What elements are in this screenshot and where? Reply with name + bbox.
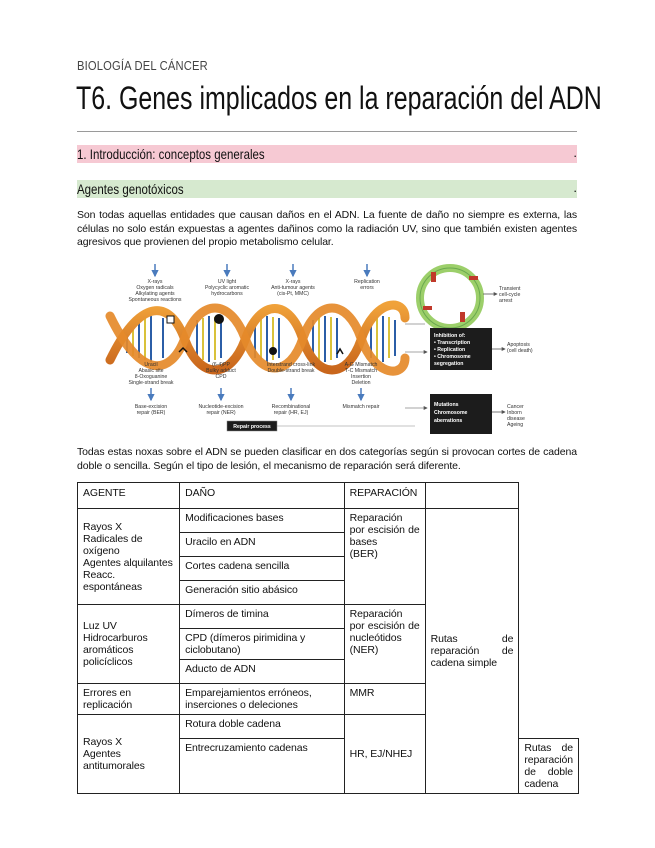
agent-item: Agentes antitumorales [83,748,145,772]
agent-cell-group3: Errores en replicación [78,684,180,715]
agent-labels [128,279,379,303]
svg-text:Apoptosis(cell death): Apoptosis (cell death) [507,342,533,354]
damage-cell: Emparejamientos erróneos, inserciones o deleciones [180,684,344,715]
repair-abbr: (NER) [349,644,379,656]
repair-label: Mismatch repair [342,404,380,410]
agent-item: Reacc. espontáneas [83,568,143,593]
svg-text:Transientcell-cyclearrest: Transient cell-cycle arrest [499,286,521,304]
page-title: T6. Genes implicados en la reparación del ADN [76,80,602,116]
repair-cell-ner [344,605,425,684]
section-heading-text: 1. Introducción: conceptos generales [77,146,265,162]
agent-cell-group2 [78,605,180,684]
repair-text: Reparación por escisión de nucleótidos [349,608,420,644]
repair-labels [135,404,380,416]
cell-cycle-icon [420,268,480,328]
repair-label: Recombinational repair (HR, EJ) [271,404,311,416]
agent-item: Luz UV [83,620,117,632]
repair-table [77,482,579,794]
route-simple-cell: Rutas de reparación de cadena simple [425,509,519,794]
agent-label: X-rays Oxygen radicals Alkylating agents Spontaneous reactions [128,279,182,303]
damage-cell: Generación sitio abásico [180,581,344,605]
subsection-heading-text: Agentes genotóxicos [77,181,184,197]
agent-arrows [155,264,367,276]
section-heading-dot: . [573,145,577,160]
svg-text:Inhibition of:• Transcription•: Inhibition of: • Transcription • Replication • Chromosome segregation [434,333,471,367]
agent-item: Hidrocarburos aromáticos policíclicos [83,632,148,668]
agent-cell-group4 [78,715,180,794]
subject-label: BIOLOGÍA DEL CÁNCER [77,58,208,73]
subsection-heading-dot: . [573,180,577,195]
agent-cell-group1 [78,509,180,605]
damage-cell: Cortes cadena sencilla [180,557,344,581]
title-divider [77,131,577,132]
damage-cell: Uracilo en ADN [180,533,344,557]
svg-text:MutationsChromosomeaberrations: Mutations Chromosome aberrations [434,402,468,424]
table-row [78,509,579,533]
lesion-label: A-G Mismatch T-C Mismatch Insertion Deletion [344,362,378,386]
header-reparacion: REPARACIÓN [344,483,425,509]
damage-cell: Entrecruzamiento cadenas [180,739,344,794]
damage-cell: Aducto de ADN [180,660,344,684]
repair-abbr: (BER) [349,548,378,560]
svg-text:CancerInborndiseaseAgeing: Cancer Inborn disease Ageing [507,404,525,428]
repair-cell-hr: HR, EJ/NHEJ [344,715,425,794]
intro-paragraph: Son todas aquellas entidades que causan daños en el ADN. La fuente de daño no siempre es externa, las células no solo están expuestas a agentes dañinos como la radiación UV, sino que también existen agentes agresivos que provienen del propio metabolismo celular. [77,209,577,248]
repair-label: Nucleotide-excision repair (NER) [198,404,244,416]
damage-cell: Modificaciones bases [180,509,344,533]
repair-cell-ber [344,509,425,605]
mutations-box [430,394,492,434]
repair-cell-mmr: MMR [344,684,425,715]
repair-process-box [227,421,415,431]
header-dano: DAÑO [180,483,344,509]
agent-item: Rayos X [83,736,122,748]
classification-paragraph: Todas estas noxas sobre el ADN se pueden clasificar en dos categorías según si provocan cortes de cadena doble o sencilla. Según el tipo de lesión, el mecanismo de reparación será diferente. [77,446,577,472]
repair-label: Base-excision repair (BER) [134,404,168,416]
agent-label: UV light Polycyclic aromatic hydrocarbons [204,279,250,297]
header-agente: AGENTE [78,483,180,509]
agent-item: Radicales de oxígeno [83,532,143,557]
damage-cell: Rotura doble cadena [180,715,344,739]
route-double-cell: Rutas de reparación de doble cadena [519,739,579,794]
lesion-label: Uracil Abasic site 8-Oxoguanine Single-strand break [128,362,174,386]
agent-item: Agentes alquilantes [83,556,173,569]
repair-text: Reparación por escisión de bases [349,512,420,548]
damage-cell: Dímeros de timina [180,605,344,629]
agent-label: X-rays Anti-tumour agents (cis-Pt, MMC) [271,279,315,297]
header-empty [425,483,519,509]
damage-cell: CPD (dímeros pirimidina y ciclobutano) [180,629,344,660]
table-header-row [78,483,579,509]
subsection-heading-agents [77,180,577,198]
lesion-label: Interstrand cross-link Double-strand break [266,362,316,374]
section-heading-introduction [77,145,577,163]
svg-text:Repair process: Repair process [233,424,271,430]
repair-arrows [151,388,361,400]
inhibition-box [430,328,492,370]
dna-damage-figure [105,258,533,438]
lesion-label: (6-4)PP Bulky adduct CPD [206,362,236,380]
agent-item: Rayos X [83,520,122,533]
agent-label: Replication errors [354,279,380,291]
